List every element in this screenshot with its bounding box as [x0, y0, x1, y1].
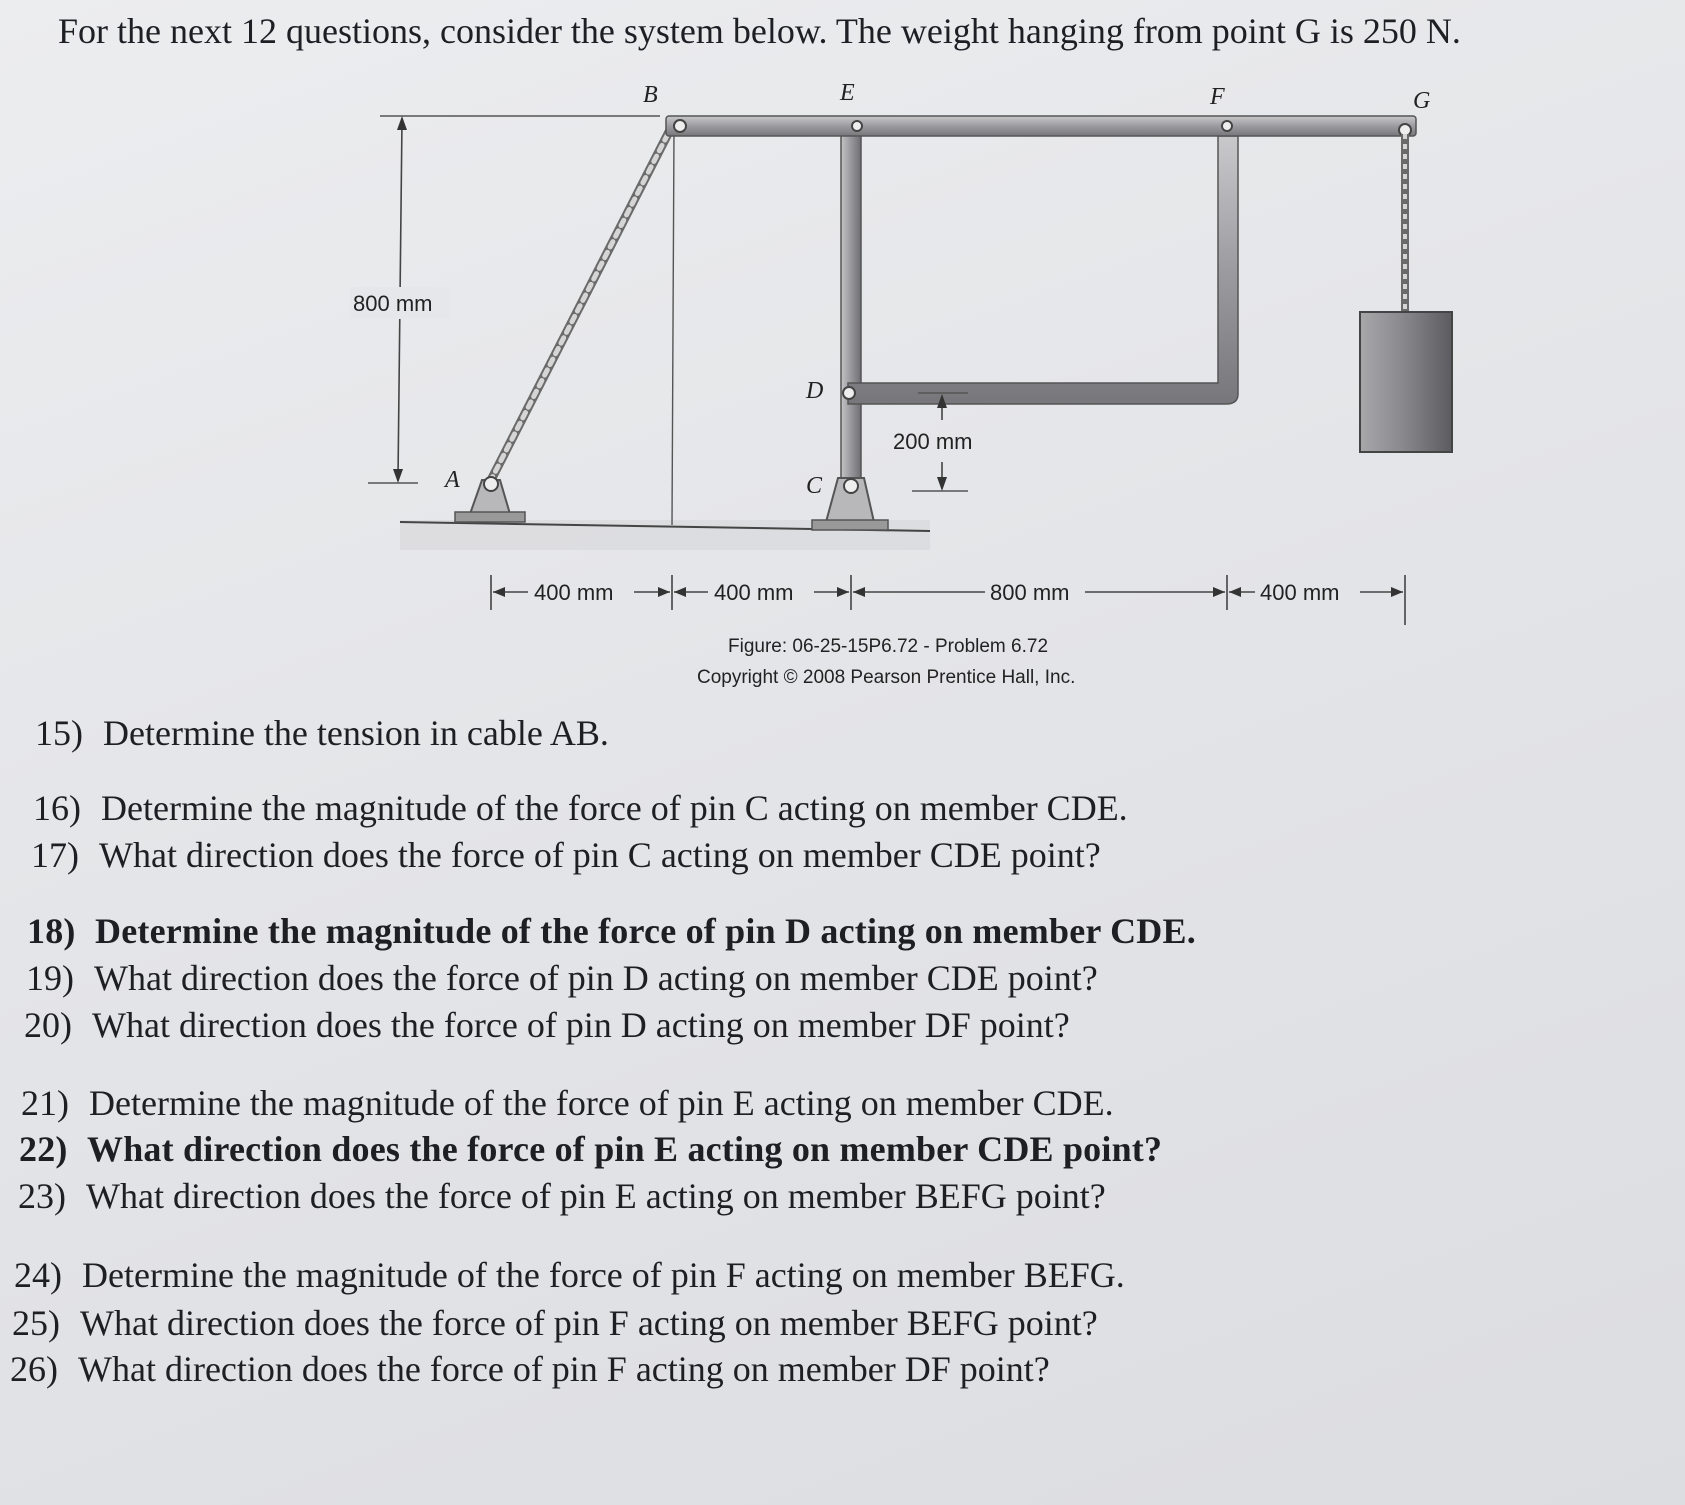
question-text: What direction does the force of pin F acting on member BEFG point?: [80, 1303, 1098, 1343]
question-number: 25): [12, 1303, 60, 1343]
question-text: Determine the magnitude of the force of pin F acting on member BEFG.: [82, 1255, 1125, 1295]
question-text: What direction does the force of pin E acting on member BEFG point?: [86, 1176, 1106, 1216]
question-number: 26): [10, 1349, 58, 1389]
dimension-200mm: [893, 393, 972, 491]
dim-label-span-3: 800 mm: [990, 580, 1070, 605]
question-number: 22): [19, 1129, 68, 1169]
question-text: What direction does the force of pin C acting on member CDE point?: [99, 835, 1101, 875]
pin-b: [674, 120, 686, 132]
label-point-f: F: [1210, 84, 1225, 110]
dim-label-span-1: 400 mm: [534, 580, 614, 605]
label-point-b: B: [643, 82, 658, 108]
dim-label-span-4: 400 mm: [1260, 580, 1340, 605]
question-22: [19, 1128, 1162, 1170]
question-15: [35, 712, 609, 754]
question-number: 15): [35, 713, 83, 753]
question-16: [33, 787, 1128, 829]
question-number: 23): [18, 1176, 66, 1216]
hanging-weight: [1360, 312, 1452, 452]
question-21: [21, 1082, 1114, 1124]
question-number: 17): [31, 835, 79, 875]
question-number: 19): [26, 958, 74, 998]
figure-caption-line1: Figure: 06-25-15P6.72 - Problem 6.72: [728, 636, 1049, 657]
intro-text: For the next 12 questions, consider the system below. The weight hanging from point G is 250 N.: [58, 11, 1461, 51]
pin-d: [843, 387, 855, 399]
pin-f: [1222, 121, 1232, 131]
question-number: 16): [33, 788, 81, 828]
label-point-a: A: [445, 467, 460, 493]
question-17: [31, 834, 1101, 876]
dim-label-span-2: 400 mm: [714, 580, 794, 605]
label-point-g: G: [1413, 88, 1431, 114]
frame-figure: [0, 0, 1685, 720]
guide-line-b: [672, 128, 674, 525]
question-19: [26, 957, 1098, 999]
label-point-e: E: [840, 80, 855, 106]
dim-label-800mm-height: 800 mm: [353, 291, 433, 316]
cable-ab: [490, 122, 674, 482]
dim-label-200mm: 200 mm: [893, 429, 973, 454]
dimension-800mm-vertical: [350, 116, 660, 483]
member-df: [848, 136, 1238, 404]
question-text: What direction does the force of pin D acting on member DF point?: [92, 1005, 1070, 1045]
question-20: [24, 1004, 1070, 1046]
label-point-d: D: [806, 378, 824, 404]
question-23: [18, 1175, 1106, 1217]
question-number: 21): [21, 1083, 69, 1123]
question-text: Determine the magnitude of the force of pin D acting on member CDE.: [95, 911, 1196, 951]
question-number: 24): [14, 1255, 62, 1295]
question-text: Determine the magnitude of the force of pin E acting on member CDE.: [89, 1083, 1114, 1123]
member-cde: [841, 120, 861, 492]
figure-caption-line2: Copyright © 2008 Pearson Prentice Hall, Inc.: [697, 667, 1076, 688]
question-text: Determine the magnitude of the force of pin C acting on member CDE.: [101, 788, 1128, 828]
dimension-chain-horizontal: [491, 575, 1405, 625]
pin-support-a: [455, 477, 525, 522]
pin-support-c: [812, 478, 888, 530]
member-befg: [666, 116, 1416, 136]
question-number: 18): [27, 911, 76, 951]
question-25: [12, 1302, 1098, 1344]
question-24: [14, 1254, 1125, 1296]
question-text: Determine the tension in cable AB.: [103, 713, 609, 753]
question-26: [10, 1348, 1050, 1390]
question-number: 20): [24, 1005, 72, 1045]
label-point-c: C: [806, 473, 823, 499]
question-text: What direction does the force of pin E acting on member CDE point?: [87, 1129, 1163, 1169]
question-text: What direction does the force of pin D acting on member CDE point?: [94, 958, 1098, 998]
pin-e: [852, 121, 862, 131]
question-18: [27, 910, 1196, 952]
question-text: What direction does the force of pin F acting on member DF point?: [78, 1349, 1050, 1389]
